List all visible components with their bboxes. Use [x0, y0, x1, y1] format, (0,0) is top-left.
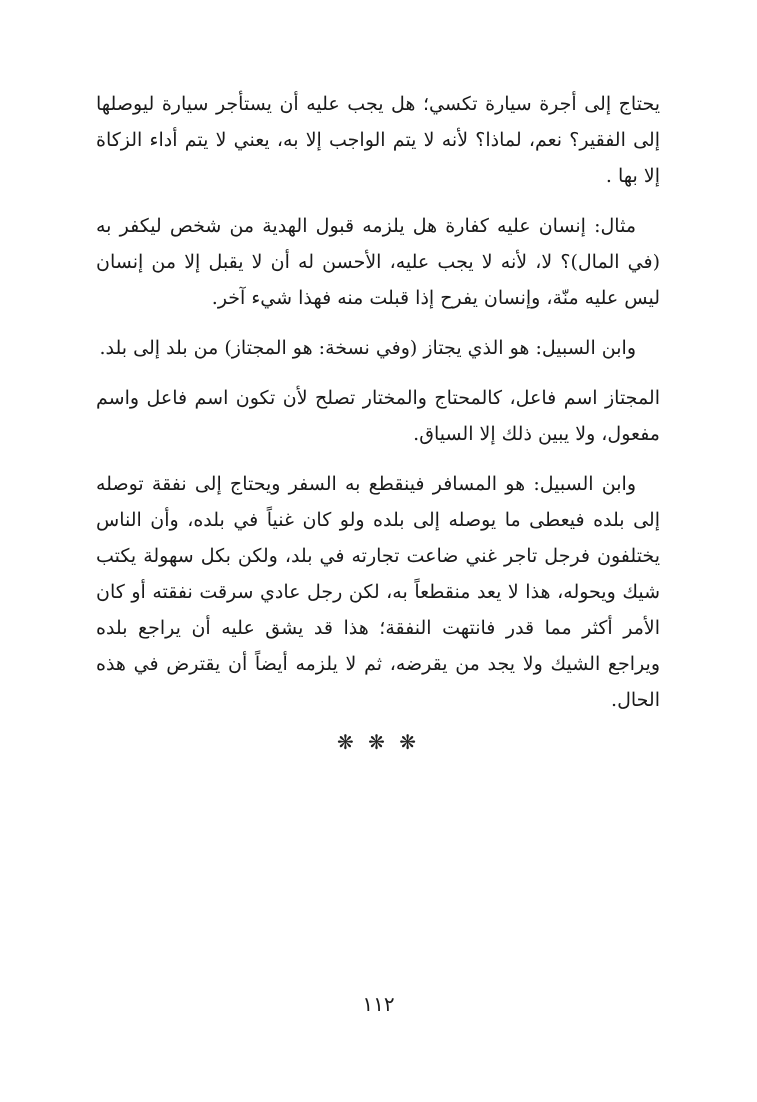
- page-body: [96, 86, 660, 732]
- page-number: ١١٢: [362, 992, 395, 1016]
- paragraph-ibn-sabil-definition: وابن السبيل: هو الذي يجتاز (وفي نسخة: هو المجتاز) من بلد إلى بلد.: [99, 337, 636, 359]
- paragraph-expiation-example: مثال: إنسان عليه كفارة هل يلزمه قبول الهدية من شخص ليكفر به (في المال)؟ لا، لأنه لا يجب عليه، الأحسن له أن لا يقبل إلا من إنسان ليس عليه منّة، وإنسان يفرح إذا قبلت منه فهذا شيء آخر.: [96, 215, 660, 309]
- paragraph-traveler-explanation: وابن السبيل: هو المسافر فينقطع به السفر ويحتاج إلى نفقة توصله إلى بلده فيعطى ما يوصله إلى بلده ولو كان غنياً في بلده، وأن الناس يختلفون فرجل تاجر غني ضاعت تجارته في بلد، ولكن بكل سهولة يكتب شيك ويحوله، هذا لا يعد منقطعاً به، لكن رجل عادي سرقت نفقته أو كان الأمر أكثر مما قدر فانتهت النفقة؛ هذا قد يشق عليه أن يراجع بلده ويراجع الشيك ولا يجد من يقرضه، ثم لا يلزمه أيضاً أن يقترض في هذه الحال.: [96, 473, 660, 711]
- paragraph-mujtaz-grammar: المجتاز اسم فاعل، كالمحتاج والمختار تصلح لأن تكون اسم فاعل واسم مفعول، ولا يبين ذلك إلا السياق.: [96, 387, 660, 445]
- section-separator: ❋ ❋ ❋: [337, 730, 420, 754]
- paragraph-taxi-fare: يحتاج إلى أجرة سيارة تكسي؛ هل يجب عليه أن يستأجر سيارة ليوصلها إلى الفقير؟ نعم، لماذا؟ لأنه لا يتم الواجب إلا به، يعني لا يتم أداء الزكاة إلا بها .: [96, 93, 660, 187]
